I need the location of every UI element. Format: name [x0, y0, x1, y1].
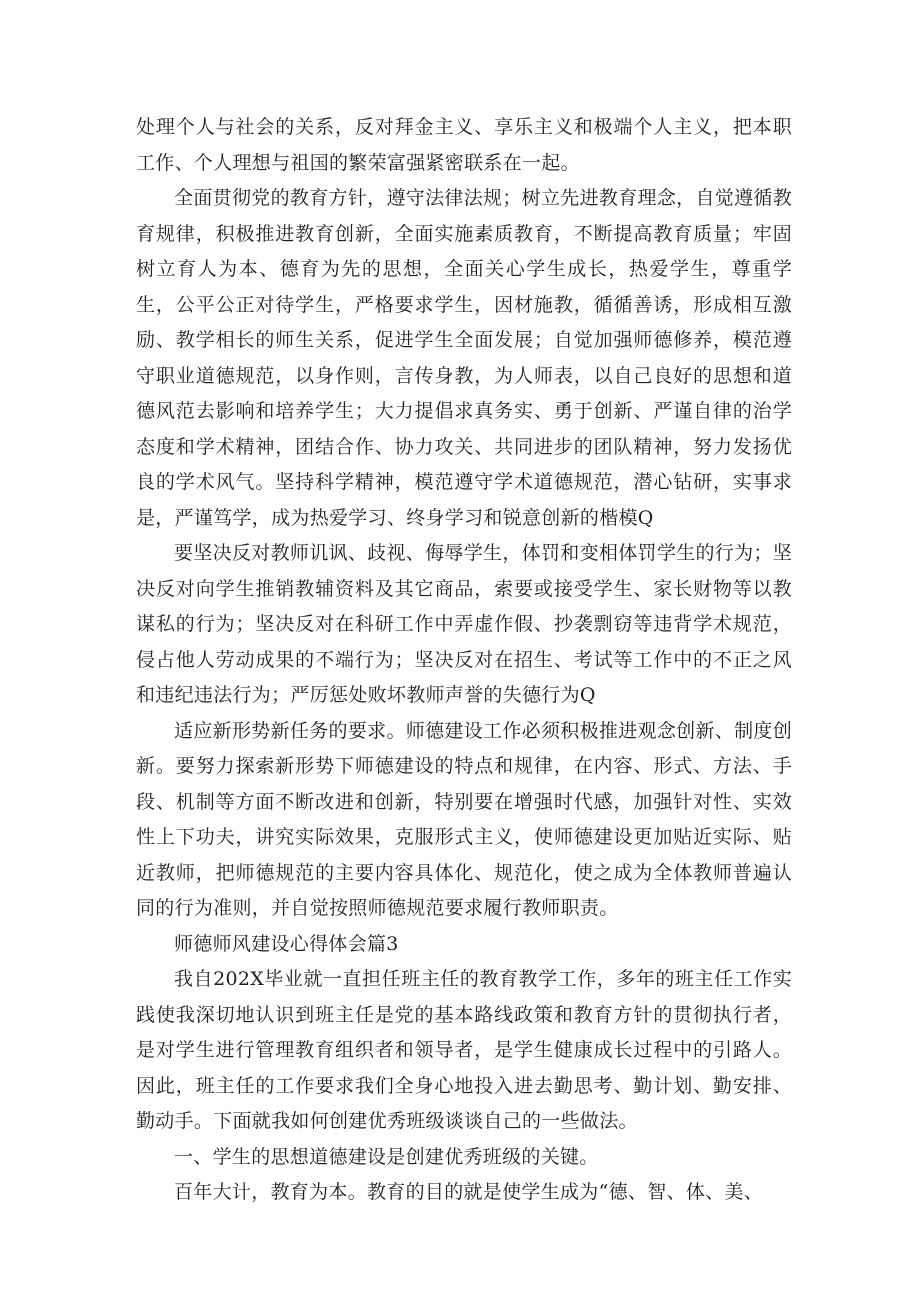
paragraph: 处理个人与社会的关系，反对拜金主义、享乐主义和极端个人主义，把本职工作、个人理想与祖国的繁荣富强紧密联系在一起。: [136, 116, 792, 174]
paragraph: 全面贯彻党的教育方针，遵守法律法规；树立先进教育理念，自觉遵循教育规律，积极推进教育创新，全面实施素质教育，不断提高教育质量；牢固树立育人为本、德育为先的思想，全面关心学生成长，热爱学生，尊重学生，公平公正对待学生，严格要求学生，因材施教，循循善诱，形成相互激励、教学相长的师生关系，促进学生全面发展；自觉加强师德修养，模范遵守职业道德规范，以身作则，言传身教，为人师表，以自己良好的思想和道德风范去影响和培养学生；大力提倡求真务实、勇于创新、严谨自律的治学态度和学术精神，团结合作、协力攻关、共同进步的团队精神，努力发扬优良的学术风气。坚持科学精神，模范遵守学术道德规范，潜心钻研，实事求是，严谨笃学，成为热爱学习、终身学习和锐意创新的楷模Q: [136, 187, 792, 529]
section-heading: 师德师风建设心得体会篇3: [174, 932, 399, 955]
paragraph: 适应新形势新任务的要求。师德建设工作必须积极推进观念创新、制度创新。要努力探索新形势下师德建设的特点和规律，在内容、形式、方法、手段、机制等方面不断改进和创新，特别要在增强时代感，加强针对性、实效性上下功夫，讲究实际效果，克服形式主义，使师德建设更加贴近实际、贴近教师，把师德规范的主要内容具体化、规范化，使之成为全体教师普遍认同的行为准则，并自觉按照师德规范要求履行教师职责。: [136, 719, 792, 919]
paragraph: 我自202X毕业就一直担任班主任的教育教学工作，多年的班主任工作实践使我深切地认识到班主任是党的基本路线政策和教育方针的贯彻执行者，是对学生进行管理教育组织者和领导者，是学生健康成长过程中的引路人。因此，班主任的工作要求我们全身心地投入进去勤思考、勤计划、勤安排、勤动手。下面就我如何创建优秀班级谈谈自己的一些做法。: [136, 968, 792, 1132]
subsection-heading: 一、学生的思想道德建设是创建优秀班级的关键。: [174, 1145, 599, 1168]
paragraph: 要坚决反对教师讥讽、歧视、侮辱学生，体罚和变相体罚学生的行为；坚决反对向学生推销教辅资料及其它商品，索要或接受学生、家长财物等以教谋私的行为；坚决反对在科研工作中弄虚作假、抄袭剽窃等违背学术规范，侵占他人劳动成果的不端行为；坚决反对在招生、考试等工作中的不正之风和违纪违法行为；严厉惩处败坏教师声誉的失德行为Q: [136, 542, 792, 706]
document-body: [136, 110, 792, 1211]
paragraph: 百年大计，教育为本。教育的目的就是使学生成为“德、智、体、美、: [174, 1181, 764, 1203]
